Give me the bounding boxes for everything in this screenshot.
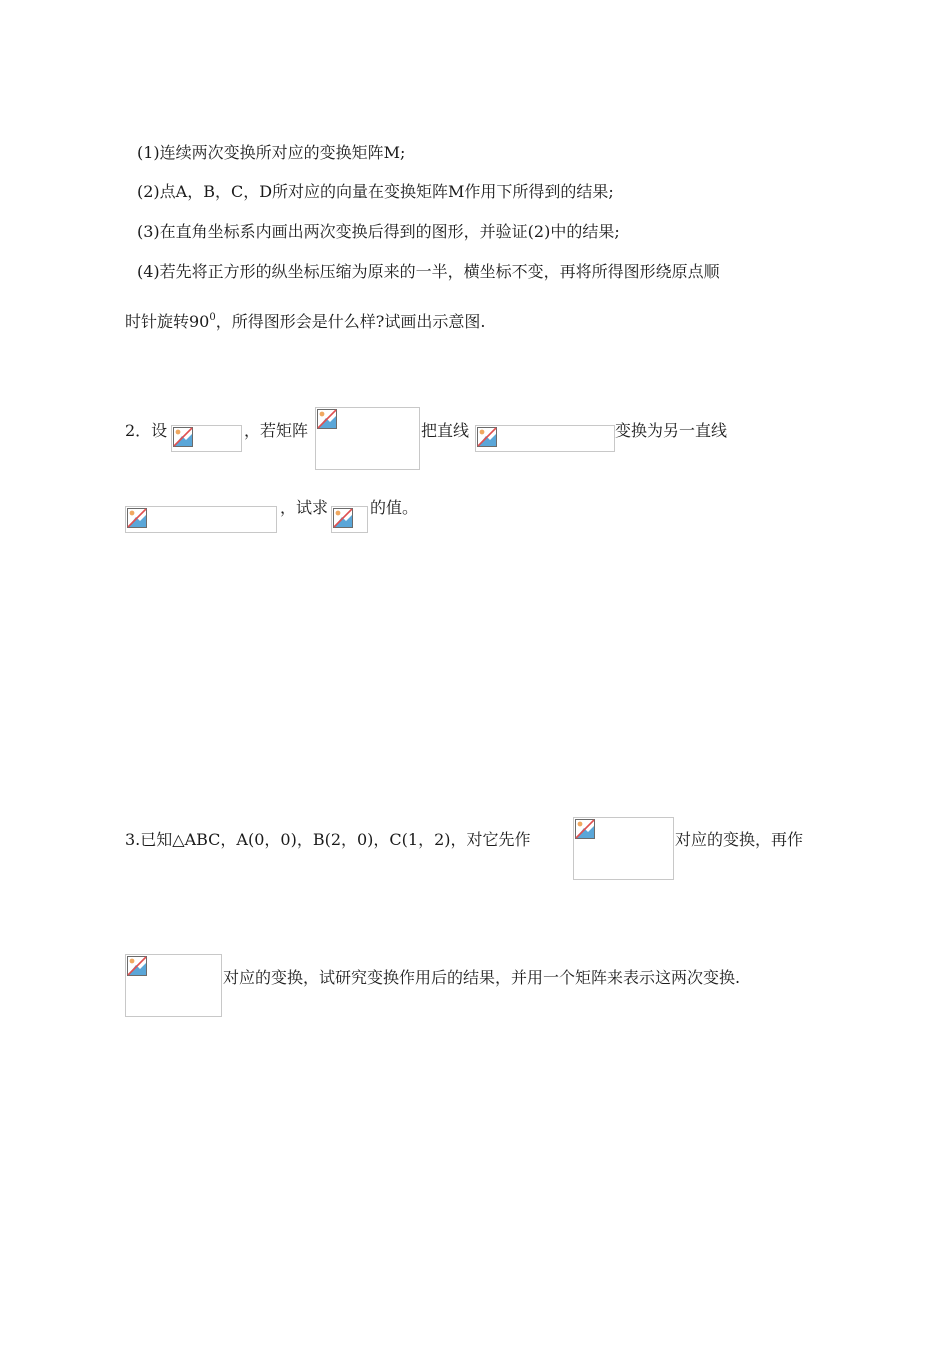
q3-matrix-image-1 [573,817,674,880]
q2-variables-image [331,506,368,533]
q3-line-1-end: 对应的变换，再作 [675,830,804,849]
q1-part-4-line-1: (4)若先将正方形的纵坐标压缩为原来的一半，横坐标不变，再将所得图形绕原点顺 [137,262,720,281]
broken-image-icon [317,409,337,429]
q1-part-4-text-a: 时针旋转90 [125,312,210,331]
q1-part-3: (3)在直角坐标系内画出两次变换后得到的图形，并验证(2)中的结果; [137,222,620,241]
broken-image-icon [127,508,147,528]
degree-superscript: 0 [209,312,216,323]
broken-image-icon [173,427,193,447]
q3-line-1: 3.已知△ABC，A(0，0)，B(2，0)，C(1，2)，对它先作 [125,830,531,849]
broken-image-icon [333,508,353,528]
q2-matrix-image [315,407,420,470]
q1-part-4-text-b: ，所得图形会是什么样?试画出示意图. [215,312,486,331]
q2-text-2: ，若矩阵 [244,421,309,440]
q3-matrix-image-2 [125,954,222,1017]
q2-text-4: 变换为另一直线 [615,421,728,440]
q2-line-equation-image [475,425,615,452]
q2-text-6: 的值。 [370,498,419,517]
q1-part-1: (1)连续两次变换所对应的变换矩阵M; [137,143,406,162]
q2-text-1: 2．设 [125,421,168,440]
broken-image-icon [575,819,595,839]
q1-part-2: (2)点A，B，C，D所对应的向量在变换矩阵M作用下所得到的结果; [137,182,614,201]
q2-formula-image-1 [171,425,242,452]
q1-part-4-line-2 [125,308,485,332]
q3-line-2: 对应的变换，试研究变换作用后的结果，并用一个矩阵来表示这两次变换. [223,968,741,987]
q2-new-line-image [125,506,277,533]
broken-image-icon [477,427,497,447]
broken-image-icon [127,956,147,976]
q2-text-3: 把直线 [421,421,470,440]
q2-text-5: ，试求 [280,498,329,517]
